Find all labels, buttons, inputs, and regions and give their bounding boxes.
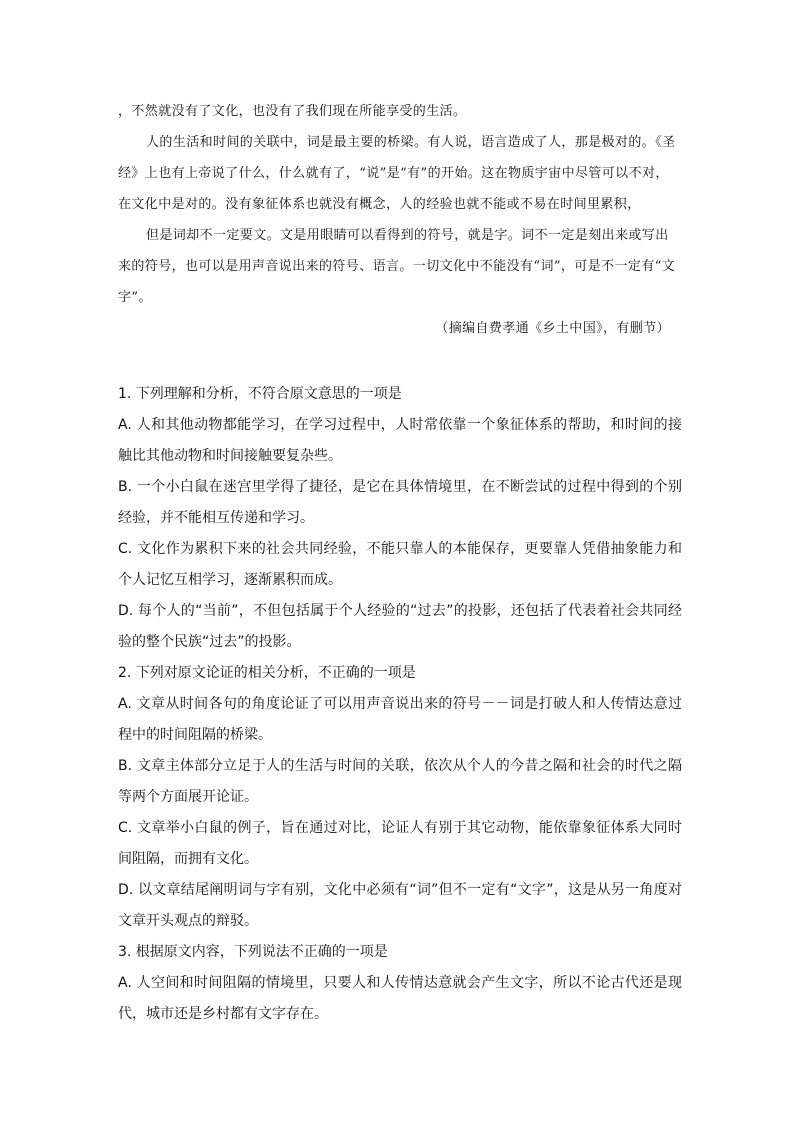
- passage-paragraph-1: ，不然就没有了文化，也没有了我们现在所能享受的生活。: [118, 104, 467, 119]
- option-a: A. 人和其他动物都能学习，在学习过程中，人时常依靠一个象征体系的帮助，和时间的接触比其他动物和时间接触要复杂些。: [118, 417, 682, 464]
- option-c: C. 文章举小白鼠的例子，旨在通过对比，论证人有别于其它动物，能依靠象征体系大同时间阻隔，而拥有文化。: [118, 820, 682, 867]
- passage-source: （摘编自费孝通《乡土中国》，有删节）: [435, 321, 670, 336]
- option-d: D. 每个人的“当前”，不但包括属于个人经验的“过去”的投影，还包括了代表着社会共同经验的整个民族“过去”的投影。: [118, 603, 682, 650]
- option-a: A. 文章从时间各句的角度论证了可以用声音说出来的符号－－词是打破人和人传情达意过程中的时间阻隔的桥梁。: [118, 696, 682, 743]
- question-3: [118, 937, 682, 1030]
- passage-paragraph-3: 但是词却不一定要文。文是用眼睛可以看得到的符号，就是字。词不一定是刻出来或写出来的符号，也可以是用声音说出来的符号、语言。一切文化中不能没有“词”，可是不一定有“文字”。: [118, 228, 676, 305]
- reading-passage: [118, 96, 678, 344]
- option-a: A. 人空间和时间阻隔的情境里，只要人和人传情达意就会产生文字，所以不论古代还是现代，城市还是乡村都有文字存在。: [118, 975, 682, 1022]
- option-b: B. 文章主体部分立足于人的生活与时间的关联，依次从个人的今昔之隔和社会的时代之隔等两个方面展开论证。: [118, 758, 682, 805]
- question-1: [118, 379, 682, 658]
- option-d: D. 以文章结尾阐明词与字有别，文化中必须有“词”但不一定有“文字”，这是从另一角度对文章开头观点的辩驳。: [118, 882, 682, 929]
- question-stem: 2. 下列对原文论证的相关分析，不正确的一项是: [118, 665, 416, 681]
- question-stem: 3. 根据原文内容，下列说法不正确的一项是: [118, 944, 388, 960]
- option-c: C. 文化作为累积下来的社会共同经验，不能只靠人的本能保存，更要靠人凭借抽象能力和个人记忆互相学习，逐渐累积而成。: [118, 541, 682, 588]
- passage-paragraph-2: 人的生活和时间的关联中，词是最主要的桥梁。有人说，语言造成了人，那是极对的。《圣经》上也有上帝说了什么，什么就有了，“说”是“有”的开始。这在物质宇宙中尽管可以不对，在文化中是对的。没有象征体系也就没有概念，人的经验也就不能或不易在时间里累积，: [118, 135, 676, 212]
- question-list: [118, 379, 682, 1030]
- option-b: B. 一个小白鼠在迷宫里学得了捷径，是它在具体情境里，在不断尝试的过程中得到的个别经验，并不能相互传递和学习。: [118, 479, 682, 526]
- question-2: [118, 658, 682, 937]
- question-stem: 1. 下列理解和分析，不符合原文意思的一项是: [118, 386, 402, 402]
